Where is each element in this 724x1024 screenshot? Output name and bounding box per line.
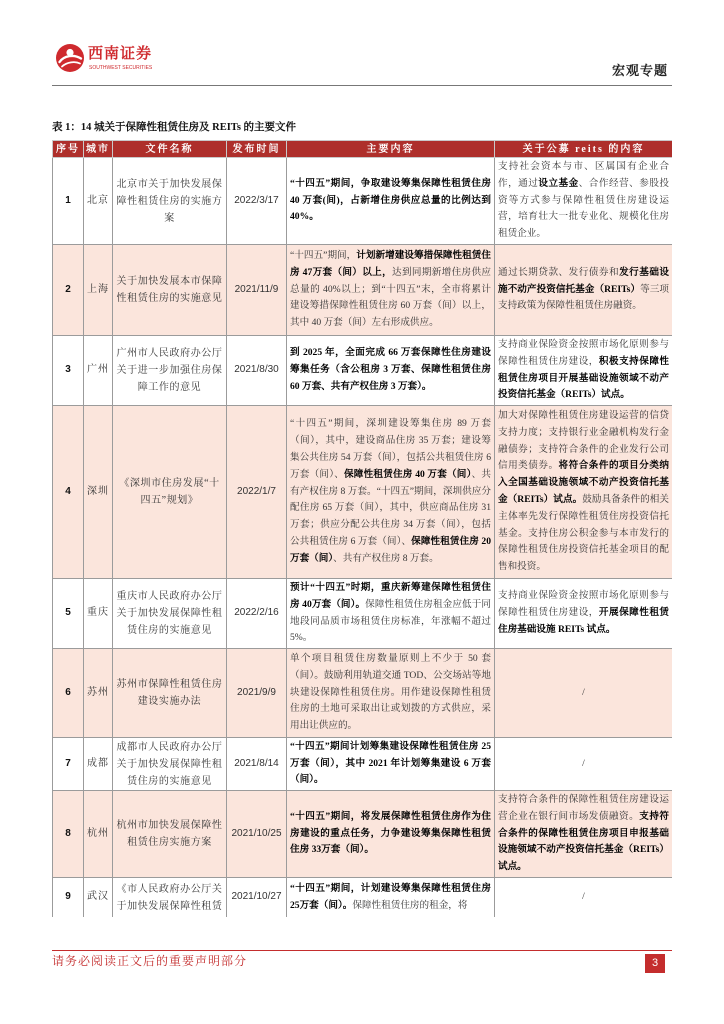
- bold-text-segment: 将符合条件的项目分类纳入全国基础设施领域不动产投资信托基金（REITs）试点。: [498, 460, 670, 505]
- main-content-cell: [287, 649, 495, 738]
- bold-text-segment: “十四五”期间，将发展保障性租赁住房作为住房建设的重点任务，力争建设筹集保障性租赁住房 33万套（间）。: [290, 810, 491, 856]
- reits-content: [498, 265, 669, 315]
- text-segment: 、共有产权住房 8 万套。: [333, 552, 439, 564]
- bold-text-segment: 保障性租赁住房 40 万套（间）: [344, 468, 472, 480]
- document-name: 《市人民政府办公厅关于加快发展保障性租赁: [116, 883, 223, 912]
- row-number-cell: [53, 878, 84, 918]
- city-name-cell: [84, 158, 113, 245]
- main-content: [290, 176, 491, 226]
- publish-date: 2021/9/9: [237, 686, 276, 698]
- row-number: 5: [65, 607, 71, 619]
- city-name: 北京: [87, 194, 109, 206]
- bold-text-segment: 发行基础设施不动产投资信托基金（REITs）: [498, 266, 670, 295]
- main-content-cell: [287, 406, 495, 579]
- reits-content-cell: [495, 245, 673, 336]
- table-container: [52, 140, 672, 917]
- row-number-cell: [53, 336, 84, 406]
- city-name: 苏州: [87, 686, 109, 698]
- disclaimer-text: 请务必阅读正文后的重要声明部分: [52, 954, 248, 968]
- text-segment: 鼓励具备条件的相关主体率先发行保障性租赁住房投资信托基金。支持住房公积金参与本市发行的保障性租赁住房投资信托基金项目的配售和投资。: [498, 494, 670, 573]
- logo-chinese-name: 西南证券: [88, 46, 153, 62]
- main-content: [290, 881, 491, 915]
- reits-content: [498, 408, 669, 576]
- text-segment: “十四五”期间，: [290, 250, 357, 261]
- row-number-cell: [53, 158, 84, 245]
- page-number: 3: [645, 954, 665, 973]
- city-name: 广州: [87, 364, 109, 376]
- reits-content-cell: [495, 406, 673, 579]
- document-name: 北京市关于加快发展保障性租赁住房的实施方案: [116, 178, 223, 224]
- document-name: 《深圳市住房发展“十四五”规划》: [119, 478, 220, 506]
- document-name-cell: [113, 878, 227, 918]
- table-row: [53, 245, 673, 336]
- bold-text-segment: “十四五”期间，计划建设筹集保障性租赁住房 25万套（间）。: [290, 882, 491, 911]
- main-content: [290, 248, 491, 332]
- table-row: [53, 738, 673, 791]
- row-number: 6: [65, 686, 71, 698]
- publish-date-cell: [227, 738, 287, 791]
- table-row: [53, 158, 673, 245]
- reits-content-cell: [495, 158, 673, 245]
- publish-date: 2022/2/16: [234, 607, 279, 619]
- main-content: [290, 416, 491, 567]
- header-number: 序号: [53, 141, 84, 158]
- publish-date: 2021/11/9: [234, 283, 279, 295]
- main-content-cell: [287, 158, 495, 245]
- row-number: 3: [65, 364, 71, 376]
- document-name-cell: [113, 791, 227, 878]
- row-number-cell: [53, 649, 84, 738]
- main-content-cell: [287, 791, 495, 878]
- text-segment: 加大对保障性租赁住房建设运营的信贷支持力度；支持银行业金融机构发行金融债券；支持符合条件的企业发行公司信用类债券。: [498, 410, 669, 472]
- reits-content: [498, 159, 669, 243]
- text-segment: “十四五”期间，深圳建设筹集住房 89 万套（间），其中，建设商品住房 35 万套；建设筹集公共住房 54 万套（间），包括公共租赁住房 6 万套（间）、: [290, 418, 491, 480]
- reits-content: /: [582, 891, 585, 903]
- row-number: 4: [65, 485, 71, 497]
- main-content-cell: [287, 579, 495, 649]
- publish-date-cell: [227, 791, 287, 878]
- city-name-cell: [84, 406, 113, 579]
- city-name-cell: [84, 878, 113, 918]
- table-header-row: [53, 141, 673, 158]
- row-number: 2: [65, 283, 71, 295]
- publish-date: 2021/10/25: [231, 827, 282, 839]
- document-name-cell: [113, 738, 227, 791]
- document-name: 苏州市保障性租赁住房建设实施办法: [116, 679, 223, 707]
- main-content-cell: [287, 878, 495, 918]
- header-publish-date: 发布时间: [227, 141, 287, 158]
- reits-content-cell: [495, 738, 673, 791]
- publish-date-cell: [227, 649, 287, 738]
- text-segment: 支持商业保险资金按照市场化原则参与保障性租赁住房建设，: [498, 590, 669, 619]
- row-number-cell: [53, 406, 84, 579]
- reits-content: /: [582, 757, 585, 769]
- row-number: 9: [65, 891, 71, 903]
- row-number-cell: [53, 245, 84, 336]
- header-document-name: 文件名称: [113, 141, 227, 158]
- publish-date-cell: [227, 406, 287, 579]
- section-title: 宏观专题: [611, 63, 668, 78]
- row-number-cell: [53, 579, 84, 649]
- bold-text-segment: 积极支持保障性租赁住房项目开展基础设施领域不动产投资信托基金（REITs）试点。: [498, 355, 670, 401]
- header-city: 城市: [84, 141, 113, 158]
- table-row: [53, 406, 673, 579]
- main-content: [290, 580, 491, 647]
- publish-date-cell: [227, 579, 287, 649]
- table-row: [53, 878, 673, 918]
- text-segment: 通过长期贷款、发行债券和: [498, 266, 620, 278]
- text-segment: 、合作经营、参股投资等方式参与保障性租赁住房建设运营，培育壮大一批专业化、规模化住房租赁企业。: [498, 177, 670, 240]
- city-name-cell: [84, 791, 113, 878]
- document-name-cell: [113, 406, 227, 579]
- main-content: [290, 651, 491, 735]
- table-caption: 表 1：14 城关于保障性租赁住房及 REITs 的主要文件: [52, 122, 297, 133]
- main-content: [290, 739, 491, 789]
- bold-text-segment: 开展保障性租赁住房基础设施 REITs 试点。: [498, 607, 670, 635]
- publish-date: 2022/1/7: [237, 485, 276, 497]
- header-divider: [52, 85, 672, 86]
- table-row: [53, 336, 673, 406]
- bold-text-segment: 计划新增建设筹措保障性租赁住房 47万套（间）以上，: [290, 250, 491, 278]
- city-name-cell: [84, 336, 113, 406]
- bold-text-segment: “十四五”期间计划筹集建设保障性租赁住房 25 万套（间），其中 2021 年计划筹集建设 6 万套（间）。: [290, 740, 491, 786]
- reits-content-cell: [495, 791, 673, 878]
- table-row: [53, 579, 673, 649]
- city-name: 武汉: [87, 891, 109, 903]
- document-name: 重庆市人民政府办公厅关于加快发展保障性租赁住房的实施意见: [116, 591, 223, 636]
- reits-content-cell: [495, 579, 673, 649]
- main-content-cell: [287, 738, 495, 791]
- document-name: 广州市人民政府办公厅关于进一步加强住房保障工作的意见: [116, 348, 223, 393]
- main-content: [290, 809, 491, 859]
- document-name: 杭州市加快发展保障性租赁住房实施方案: [116, 820, 223, 848]
- reits-content-cell: [495, 336, 673, 406]
- header-main-content: 主要内容: [287, 141, 495, 158]
- city-name-cell: [84, 738, 113, 791]
- reits-content: /: [582, 686, 585, 698]
- bold-text-segment: “十四五”期间，争取建设筹集保障性租赁住房 40 万套(间)，占新增住房供应总量的比例达到 40%。: [290, 177, 491, 223]
- bold-text-segment: 到 2025 年，全面完成 66 万套保障性住房建设筹集任务（含公租房 3 万套、保障性租赁住房 60 万套、共有产权住房 3 万套）。: [290, 347, 491, 392]
- reits-content: [498, 792, 669, 876]
- document-name-cell: [113, 336, 227, 406]
- bold-text-segment: 设立基金: [538, 177, 579, 189]
- text-segment: 支持社会资本与市、区属国有企业合作，通过: [498, 161, 669, 189]
- text-segment: 单个项目租赁住房数量原则上不少于 50 套（间）。鼓励利用轨道交通 TOD、公交场站等地块建设保障性租赁住房。用作建设保障性租赁住房的土地可采取出让或划拨的方式供应，采用出让供应的。: [290, 653, 491, 732]
- document-name-cell: [113, 245, 227, 336]
- publish-date-cell: [227, 245, 287, 336]
- main-content: [290, 345, 491, 395]
- document-name: 成都市人民政府办公厅关于加快发展保障性租赁住房的实施意见: [116, 741, 223, 787]
- city-name: 杭州: [87, 827, 109, 839]
- reits-content-cell: [495, 878, 673, 918]
- text-segment: 保障性租赁住房的租金，将: [352, 899, 468, 911]
- city-name: 成都: [87, 757, 109, 769]
- publish-date: 2021/10/27: [231, 891, 282, 903]
- city-name: 深圳: [87, 485, 109, 497]
- reits-content: [498, 588, 669, 638]
- text-segment: 支持商业保险资金按照市场化原则参与保障性租赁住房建设，: [498, 338, 669, 367]
- row-number-cell: [53, 791, 84, 878]
- bold-text-segment: 支持符合条件的保障性租赁住房项目申报基础设施领域不动产投资信托基金（REITs）试点。: [498, 810, 670, 873]
- header-reits-content: 关于公募 reits 的内容: [495, 141, 673, 158]
- policy-documents-table: [52, 140, 672, 917]
- main-content-cell: [287, 336, 495, 406]
- row-number: 8: [65, 827, 71, 839]
- text-segment: 保障性租赁住房租金应低于同地段同品质市场租赁住房标准，年涨幅不超过 5%。: [290, 598, 491, 644]
- table-body: [53, 158, 673, 918]
- row-number-cell: [53, 738, 84, 791]
- text-segment: 支持符合条件的保障性租赁住房建设运营企业在银行间市场发债融资。: [498, 794, 669, 822]
- row-number: 1: [65, 194, 71, 206]
- footer-divider: [52, 950, 672, 951]
- logo-english-name: SOUTHWEST SECURITIES: [89, 65, 153, 71]
- city-name-cell: [84, 245, 113, 336]
- city-name-cell: [84, 579, 113, 649]
- bold-text-segment: 预计“十四五”时期，重庆新筹建保障性租赁住房 40万套（间）。: [290, 581, 491, 610]
- publish-date-cell: [227, 878, 287, 918]
- text-segment: 、共有产权住房 8 万套。“十四五”期间，深圳供应分配住房 65 万套（间），其中，供应商品住房 31 万套；供应分配公共住房 34 万套（间），包括公共租赁住房 6 万套（间）、: [290, 468, 492, 547]
- logo-emblem-icon: [55, 43, 85, 73]
- reits-content: [498, 337, 669, 404]
- document-name-cell: [113, 649, 227, 738]
- publish-date-cell: [227, 158, 287, 245]
- document-name-cell: [113, 158, 227, 245]
- city-name: 重庆: [87, 607, 109, 619]
- bold-text-segment: 保障性租赁住房 20 万套（间）: [290, 535, 492, 564]
- text-segment: 达到同期新增住房供应总量的 40%以上；到“十四五”末，全市将累计建设筹措保障性租赁住房 60 万套（间）以上，其中 40 万套（间）左右形成供应。: [290, 266, 491, 329]
- row-number: 7: [65, 757, 71, 769]
- document-name-cell: [113, 579, 227, 649]
- publish-date: 2022/3/17: [234, 194, 279, 206]
- table-row: [53, 791, 673, 878]
- publish-date: 2021/8/30: [234, 364, 279, 376]
- main-content-cell: [287, 245, 495, 336]
- document-name: 关于加快发展本市保障性租赁住房的实施意见: [116, 276, 223, 304]
- publish-date-cell: [227, 336, 287, 406]
- publish-date: 2021/8/14: [234, 757, 279, 769]
- text-segment: 等三项支持政策为保障性租赁住房融资。: [498, 283, 670, 312]
- table-row: [53, 649, 673, 738]
- reits-content-cell: [495, 649, 673, 738]
- city-name-cell: [84, 649, 113, 738]
- city-name: 上海: [87, 283, 109, 295]
